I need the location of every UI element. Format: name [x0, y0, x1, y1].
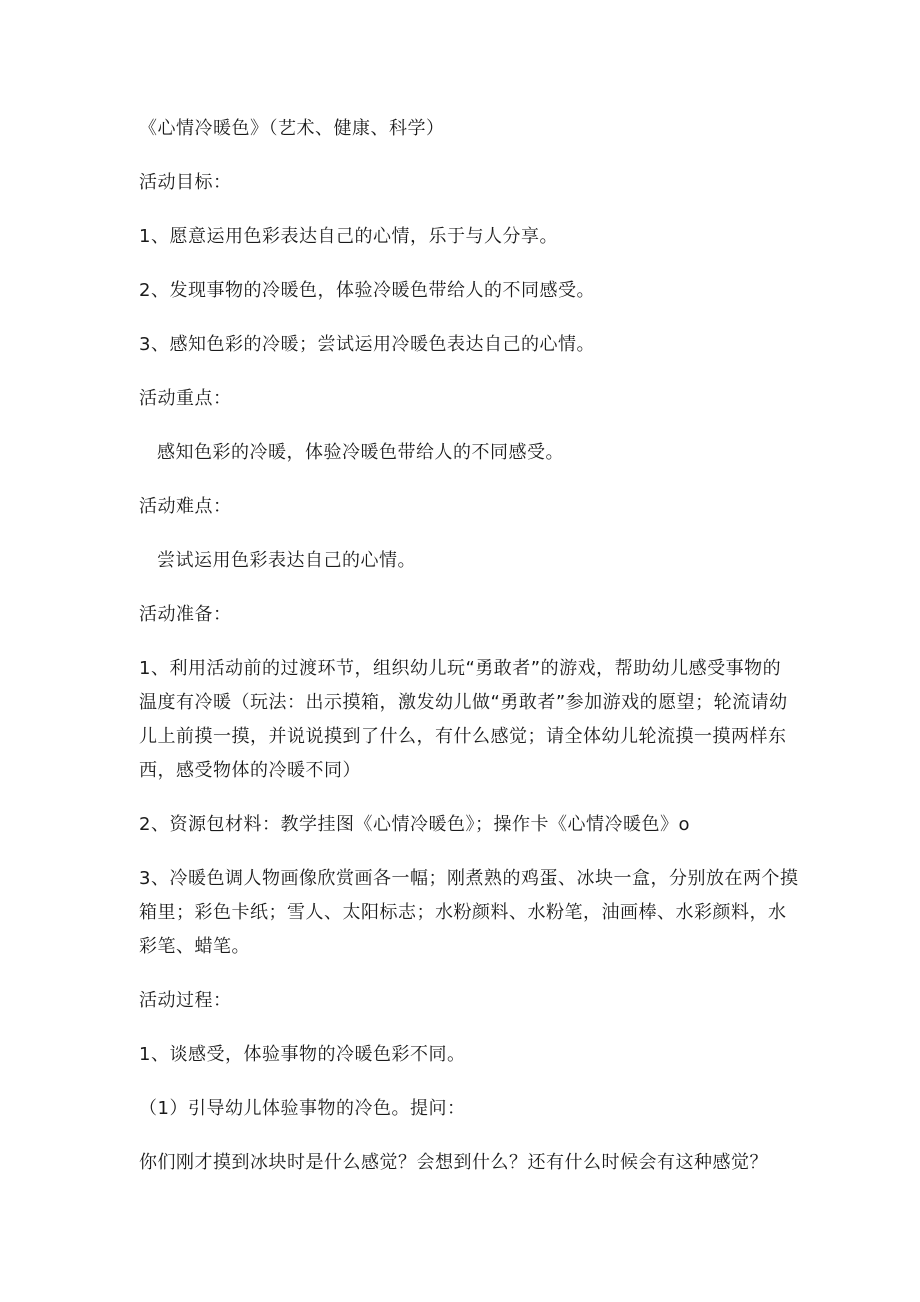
document-body	[139, 112, 799, 1180]
document-title: 《心情冷暖色》（艺术、健康、科学）	[139, 118, 445, 139]
goal-item: 1、愿意运用色彩表达自己的心情，乐于与人分享。	[139, 226, 558, 247]
difficulty-text: 尝试运用色彩表达自己的心情。	[157, 550, 416, 571]
prep-item: 3、冷暖色调人物画像欣赏画各一幅；刚煮熟的鸡蛋、冰块一盒，分别放在两个摸箱里；彩色卡纸；雪人、太阳标志；水粉颜料、水粉笔，油画棒、水彩颜料，水彩笔、蜡笔。	[139, 868, 799, 957]
key-text: 感知色彩的冷暖，体验冷暖色带给人的不同感受。	[157, 442, 564, 463]
difficulty-heading: 活动难点：	[139, 496, 232, 517]
process-heading: 活动过程：	[139, 990, 232, 1011]
goals-heading: 活动目标：	[139, 172, 232, 193]
prep-item: 2、资源包材料：教学挂图《心情冷暖色》；操作卡《心情冷暖色》o	[139, 814, 690, 835]
prep-item: 1、利用活动前的过渡环节，组织幼儿玩“勇敢者”的游戏，帮助幼儿感受事物的温度有冷暖（玩法：出示摸箱，激发幼儿做“勇敢者”参加游戏的愿望；轮流请幼儿上前摸一摸，并说说摸到了什么，有什么感觉；请全体幼儿轮流摸一摸两样东西，感受物体的冷暖不同）	[139, 658, 788, 781]
goal-item: 3、感知色彩的冷暖；尝试运用冷暖色表达自己的心情。	[139, 334, 595, 355]
process-question: 你们刚才摸到冰块时是什么感觉？会想到什么？还有什么时候会有这种感觉？	[139, 1152, 768, 1173]
goal-item: 2、发现事物的冷暖色，体验冷暖色带给人的不同感受。	[139, 280, 595, 301]
prep-heading: 活动准备：	[139, 604, 232, 625]
process-step: 1、谈感受，体验事物的冷暖色彩不同。	[139, 1044, 466, 1065]
key-heading: 活动重点：	[139, 388, 232, 409]
process-substep: （1）引导幼儿体验事物的冷色。提问：	[139, 1098, 466, 1119]
